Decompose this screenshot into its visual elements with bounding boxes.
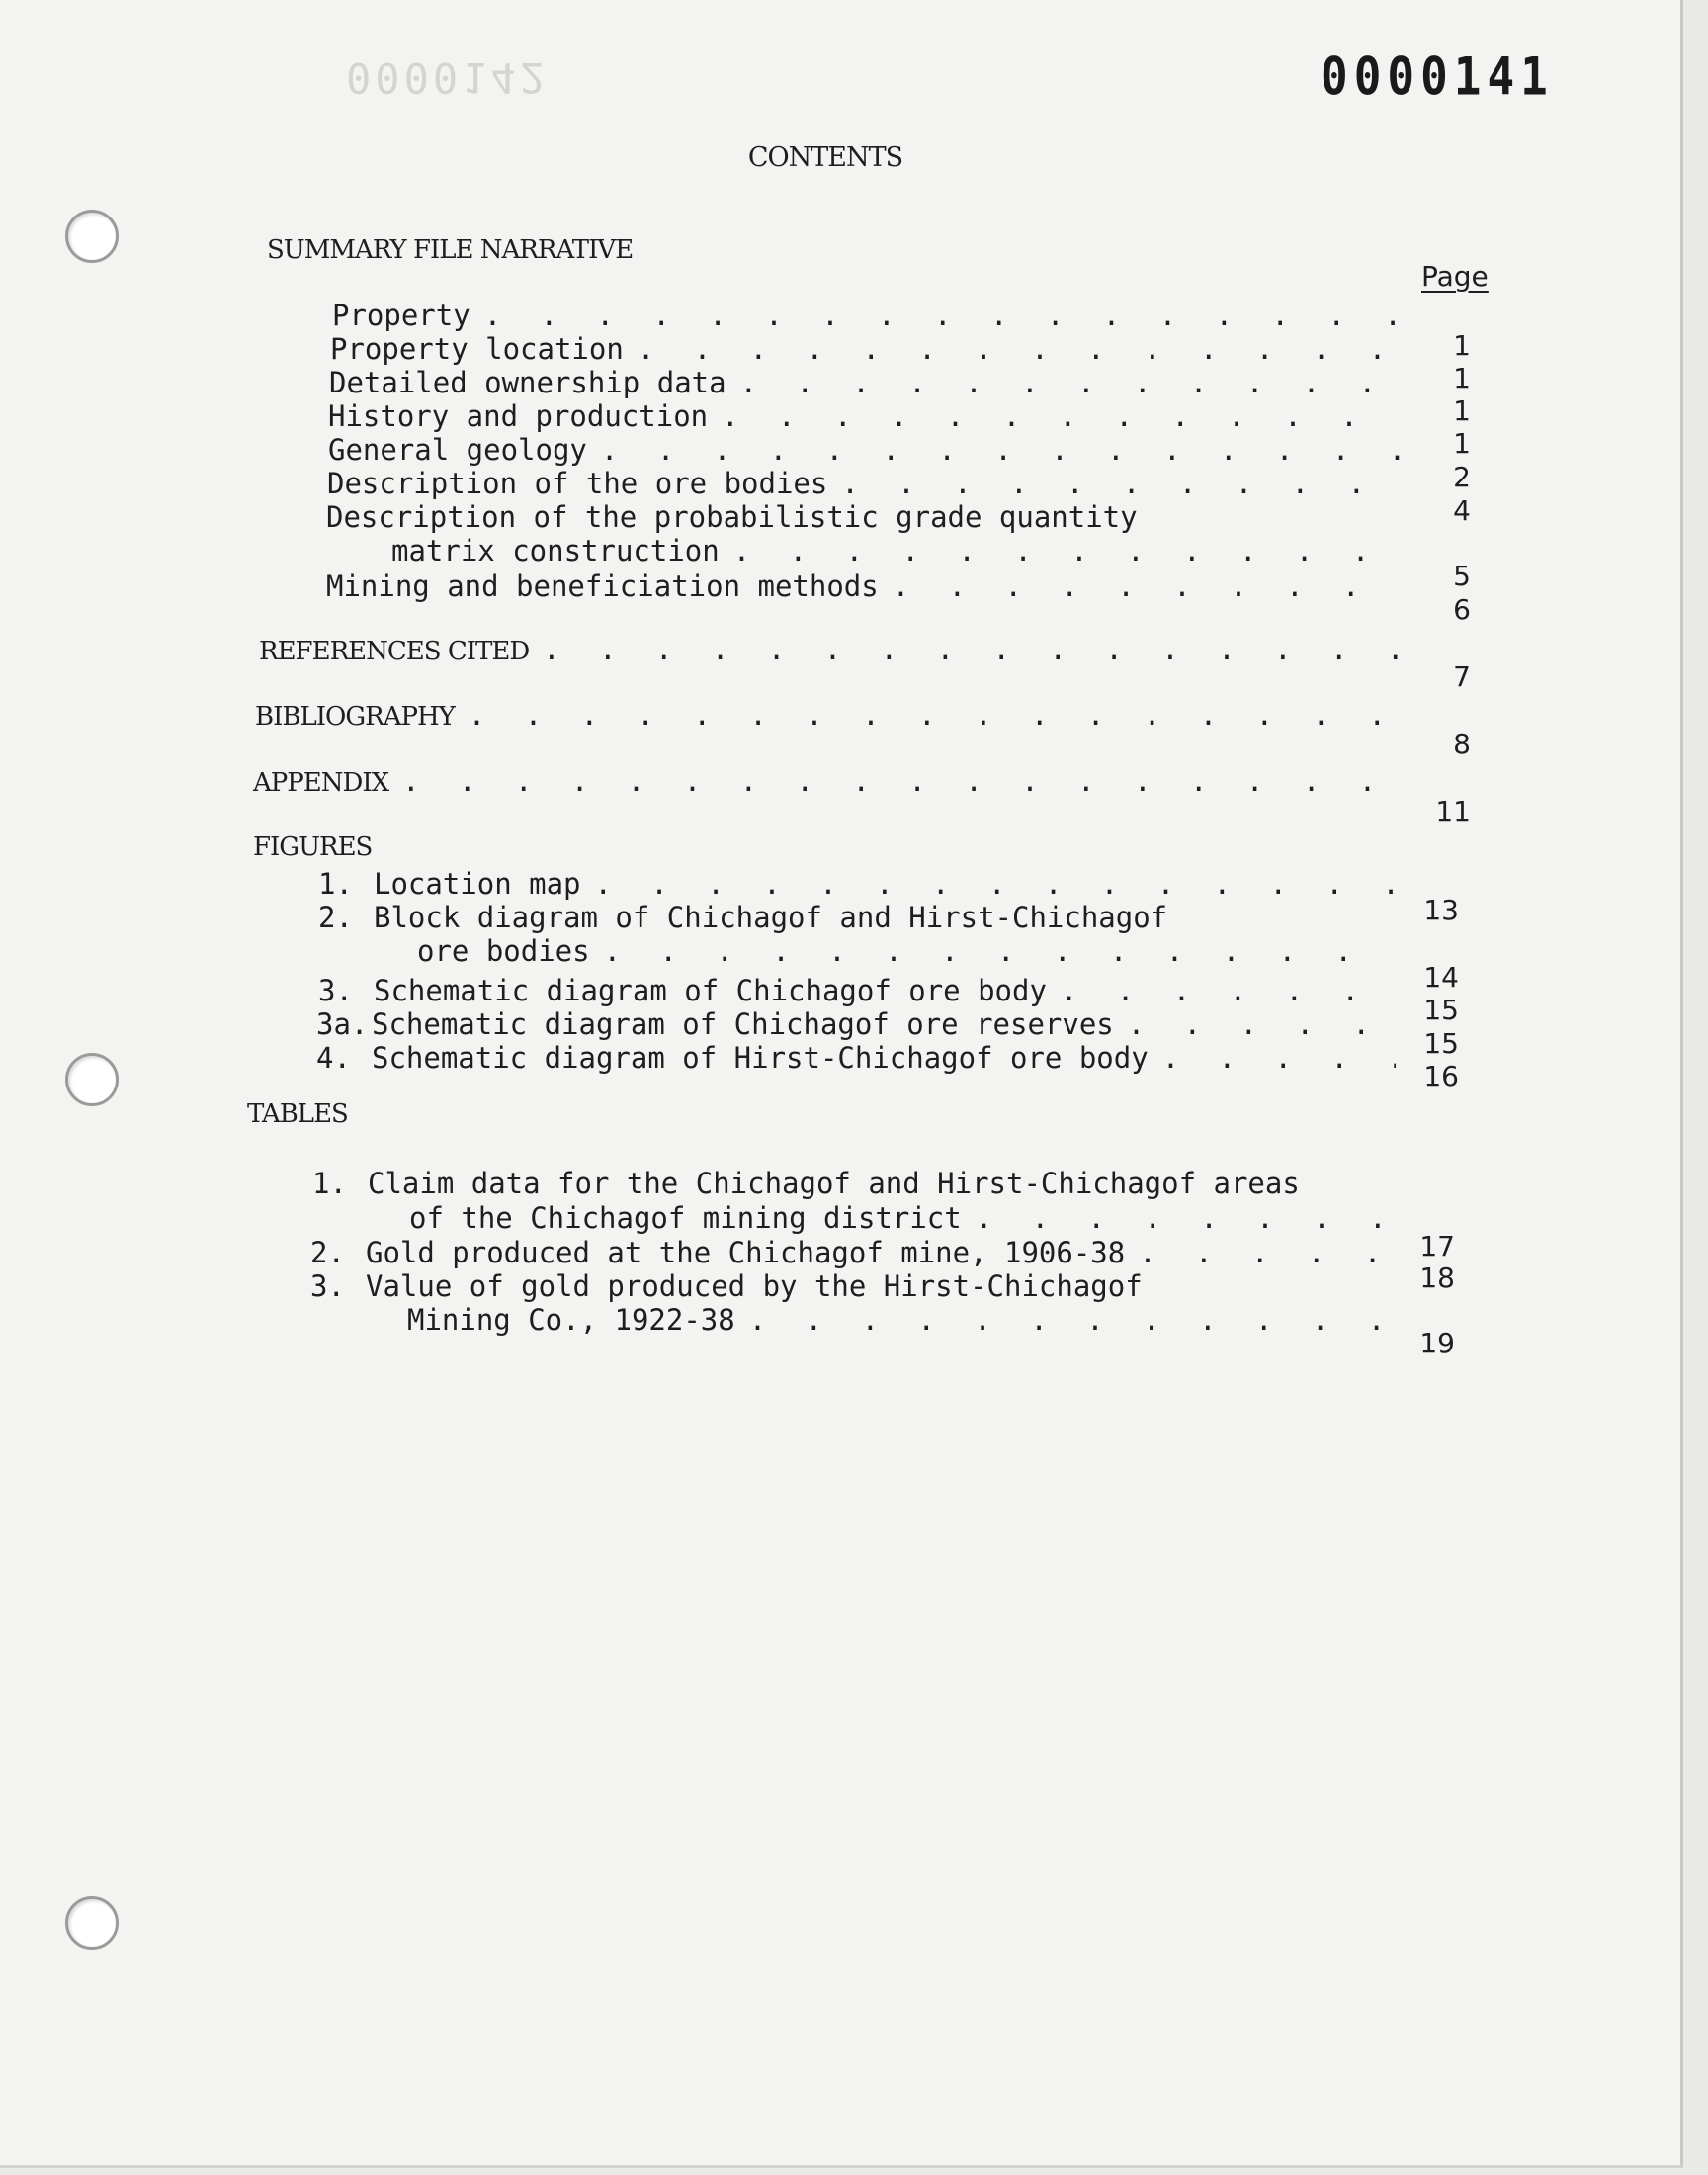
toc-entry-geology[interactable] bbox=[328, 433, 1402, 467]
toc-entry-label: Gold produced at the Chichagof mine, 1906-38 bbox=[366, 1236, 1126, 1269]
toc-entry-history[interactable] bbox=[328, 399, 1402, 433]
toc-page-number: 1 bbox=[1453, 394, 1471, 427]
toc-page-number: 4 bbox=[1453, 494, 1471, 527]
toc-entry-mining-methods[interactable] bbox=[326, 569, 1402, 603]
toc-entry-table-3[interactable] bbox=[407, 1303, 1394, 1337]
toc-entry-label: Mining and beneficiation methods bbox=[326, 569, 879, 603]
contents-title: CONTENTS bbox=[747, 142, 903, 173]
punch-hole-bottom bbox=[65, 1896, 119, 1950]
table-number: 2. bbox=[310, 1236, 345, 1269]
toc-entry-appendix[interactable] bbox=[253, 764, 1402, 800]
leader-dots bbox=[722, 399, 1402, 433]
leader-dots bbox=[841, 467, 1402, 500]
leader-dots bbox=[543, 633, 1402, 666]
toc-entry-label: Mining Co., 1922-38 bbox=[407, 1303, 735, 1337]
toc-entry-figure-2-line1[interactable] bbox=[318, 901, 1167, 934]
leader-dots bbox=[402, 764, 1402, 798]
figure-number: 3. bbox=[318, 974, 353, 1007]
toc-entry-label: Detailed ownership data bbox=[329, 366, 726, 399]
toc-entry-figure-3a[interactable] bbox=[316, 1007, 1396, 1041]
table-number: 3. bbox=[310, 1269, 345, 1303]
stamp-number: 0000141 bbox=[1321, 44, 1554, 108]
leader-dots bbox=[976, 1201, 1394, 1235]
leader-dots bbox=[469, 698, 1402, 732]
toc-page-number: 18 bbox=[1419, 1262, 1455, 1294]
toc-entry-label: REFERENCES CITED bbox=[259, 637, 530, 666]
toc-page-number: 2 bbox=[1453, 461, 1471, 493]
toc-page-number: 11 bbox=[1435, 795, 1471, 827]
toc-page-number: 13 bbox=[1423, 894, 1459, 926]
toc-entry-figure-3[interactable] bbox=[318, 974, 1396, 1007]
toc-entry-figure-1[interactable] bbox=[318, 867, 1396, 901]
toc-entry-bibliography[interactable] bbox=[255, 698, 1402, 734]
leader-dots bbox=[484, 299, 1402, 332]
leader-dots bbox=[604, 934, 1396, 968]
toc-page-number: 1 bbox=[1453, 362, 1471, 394]
toc-page-number: 15 bbox=[1423, 994, 1459, 1026]
leader-dots bbox=[733, 534, 1402, 567]
toc-entry-references[interactable] bbox=[259, 633, 1402, 668]
toc-entry-figure-4[interactable] bbox=[316, 1041, 1396, 1075]
toc-entry-label: Schematic diagram of Chichagof ore reserves bbox=[372, 1007, 1114, 1041]
toc-entry-label: General geology bbox=[328, 433, 587, 467]
toc-entry-label: Value of gold produced by the Hirst-Chichagof bbox=[366, 1269, 1143, 1303]
leader-dots bbox=[1139, 1236, 1394, 1269]
toc-page-number: 8 bbox=[1453, 728, 1471, 760]
toc-entry-label: Claim data for the Chichagof and Hirst-Chichagof areas bbox=[368, 1167, 1300, 1200]
toc-page-number: 5 bbox=[1453, 560, 1471, 592]
figure-number: 3a. bbox=[316, 1007, 369, 1041]
toc-entry-property-location[interactable] bbox=[330, 332, 1402, 366]
leader-dots bbox=[595, 867, 1396, 901]
ghost-stamp-number: 0000142 bbox=[346, 53, 550, 102]
toc-entry-label: Property location bbox=[330, 332, 624, 366]
toc-entry-matrix[interactable] bbox=[391, 534, 1402, 567]
toc-entry-ownership[interactable] bbox=[329, 366, 1402, 399]
summary-heading: SUMMARY FILE NARRATIVE bbox=[267, 235, 634, 265]
figure-number: 2. bbox=[318, 901, 353, 934]
leader-dots bbox=[893, 569, 1402, 603]
toc-entry-table-1-line1[interactable] bbox=[312, 1167, 1300, 1200]
figure-number: 1. bbox=[318, 867, 353, 901]
leader-dots bbox=[1061, 974, 1396, 1007]
figures-heading: FIGURES bbox=[253, 832, 373, 862]
toc-page-number: 17 bbox=[1419, 1230, 1455, 1262]
toc-page-number: 1 bbox=[1453, 427, 1471, 460]
leader-dots bbox=[638, 332, 1402, 366]
toc-entry-table-1[interactable] bbox=[409, 1201, 1394, 1235]
toc-entry-matrix-line1[interactable]: Description of the probabilistic grade quantity bbox=[326, 500, 1138, 534]
toc-entry-label: of the Chichagof mining district bbox=[409, 1201, 962, 1235]
toc-page-number: 14 bbox=[1423, 961, 1459, 994]
table-number: 1. bbox=[312, 1167, 347, 1200]
figure-number: 4. bbox=[316, 1041, 351, 1075]
punch-hole-top bbox=[65, 210, 119, 263]
punch-hole-middle bbox=[65, 1053, 119, 1106]
page-column-heading: Page bbox=[1421, 260, 1489, 293]
leader-dots bbox=[601, 433, 1402, 467]
toc-entry-label: Schematic diagram of Chichagof ore body bbox=[374, 974, 1047, 1007]
leader-dots bbox=[740, 366, 1402, 399]
toc-page-number: 1 bbox=[1453, 329, 1471, 362]
toc-page-number: 7 bbox=[1453, 660, 1471, 693]
toc-entry-label: Property bbox=[332, 299, 470, 332]
toc-entry-label: ore bodies bbox=[417, 934, 590, 968]
toc-page-number: 16 bbox=[1423, 1060, 1459, 1092]
toc-entry-label: Schematic diagram of Hirst-Chichagof ore body bbox=[372, 1041, 1149, 1075]
toc-entry-figure-2[interactable] bbox=[417, 934, 1396, 968]
tables-heading: TABLES bbox=[247, 1099, 348, 1129]
toc-entry-label: APPENDIX bbox=[253, 768, 389, 798]
toc-entry-label: BIBLIOGRAPHY bbox=[255, 702, 455, 732]
toc-entry-table-3-line1[interactable] bbox=[310, 1269, 1143, 1303]
toc-entry-property[interactable] bbox=[332, 299, 1402, 332]
toc-page-number: 6 bbox=[1453, 593, 1471, 626]
leader-dots bbox=[1162, 1041, 1396, 1075]
toc-entry-label: matrix construction bbox=[391, 534, 720, 567]
leader-dots bbox=[1128, 1007, 1396, 1041]
toc-entry-label: Block diagram of Chichagof and Hirst-Chichagof bbox=[374, 901, 1168, 934]
toc-entry-label: Description of the ore bodies bbox=[327, 467, 828, 500]
toc-entry-label: History and production bbox=[328, 399, 709, 433]
toc-page-number: 19 bbox=[1419, 1327, 1455, 1359]
toc-entry-ore-bodies[interactable] bbox=[327, 467, 1402, 500]
leader-dots bbox=[749, 1303, 1394, 1337]
toc-entry-label: Location map bbox=[374, 867, 581, 901]
toc-entry-table-2[interactable] bbox=[310, 1236, 1394, 1269]
toc-page-number: 15 bbox=[1423, 1027, 1459, 1060]
